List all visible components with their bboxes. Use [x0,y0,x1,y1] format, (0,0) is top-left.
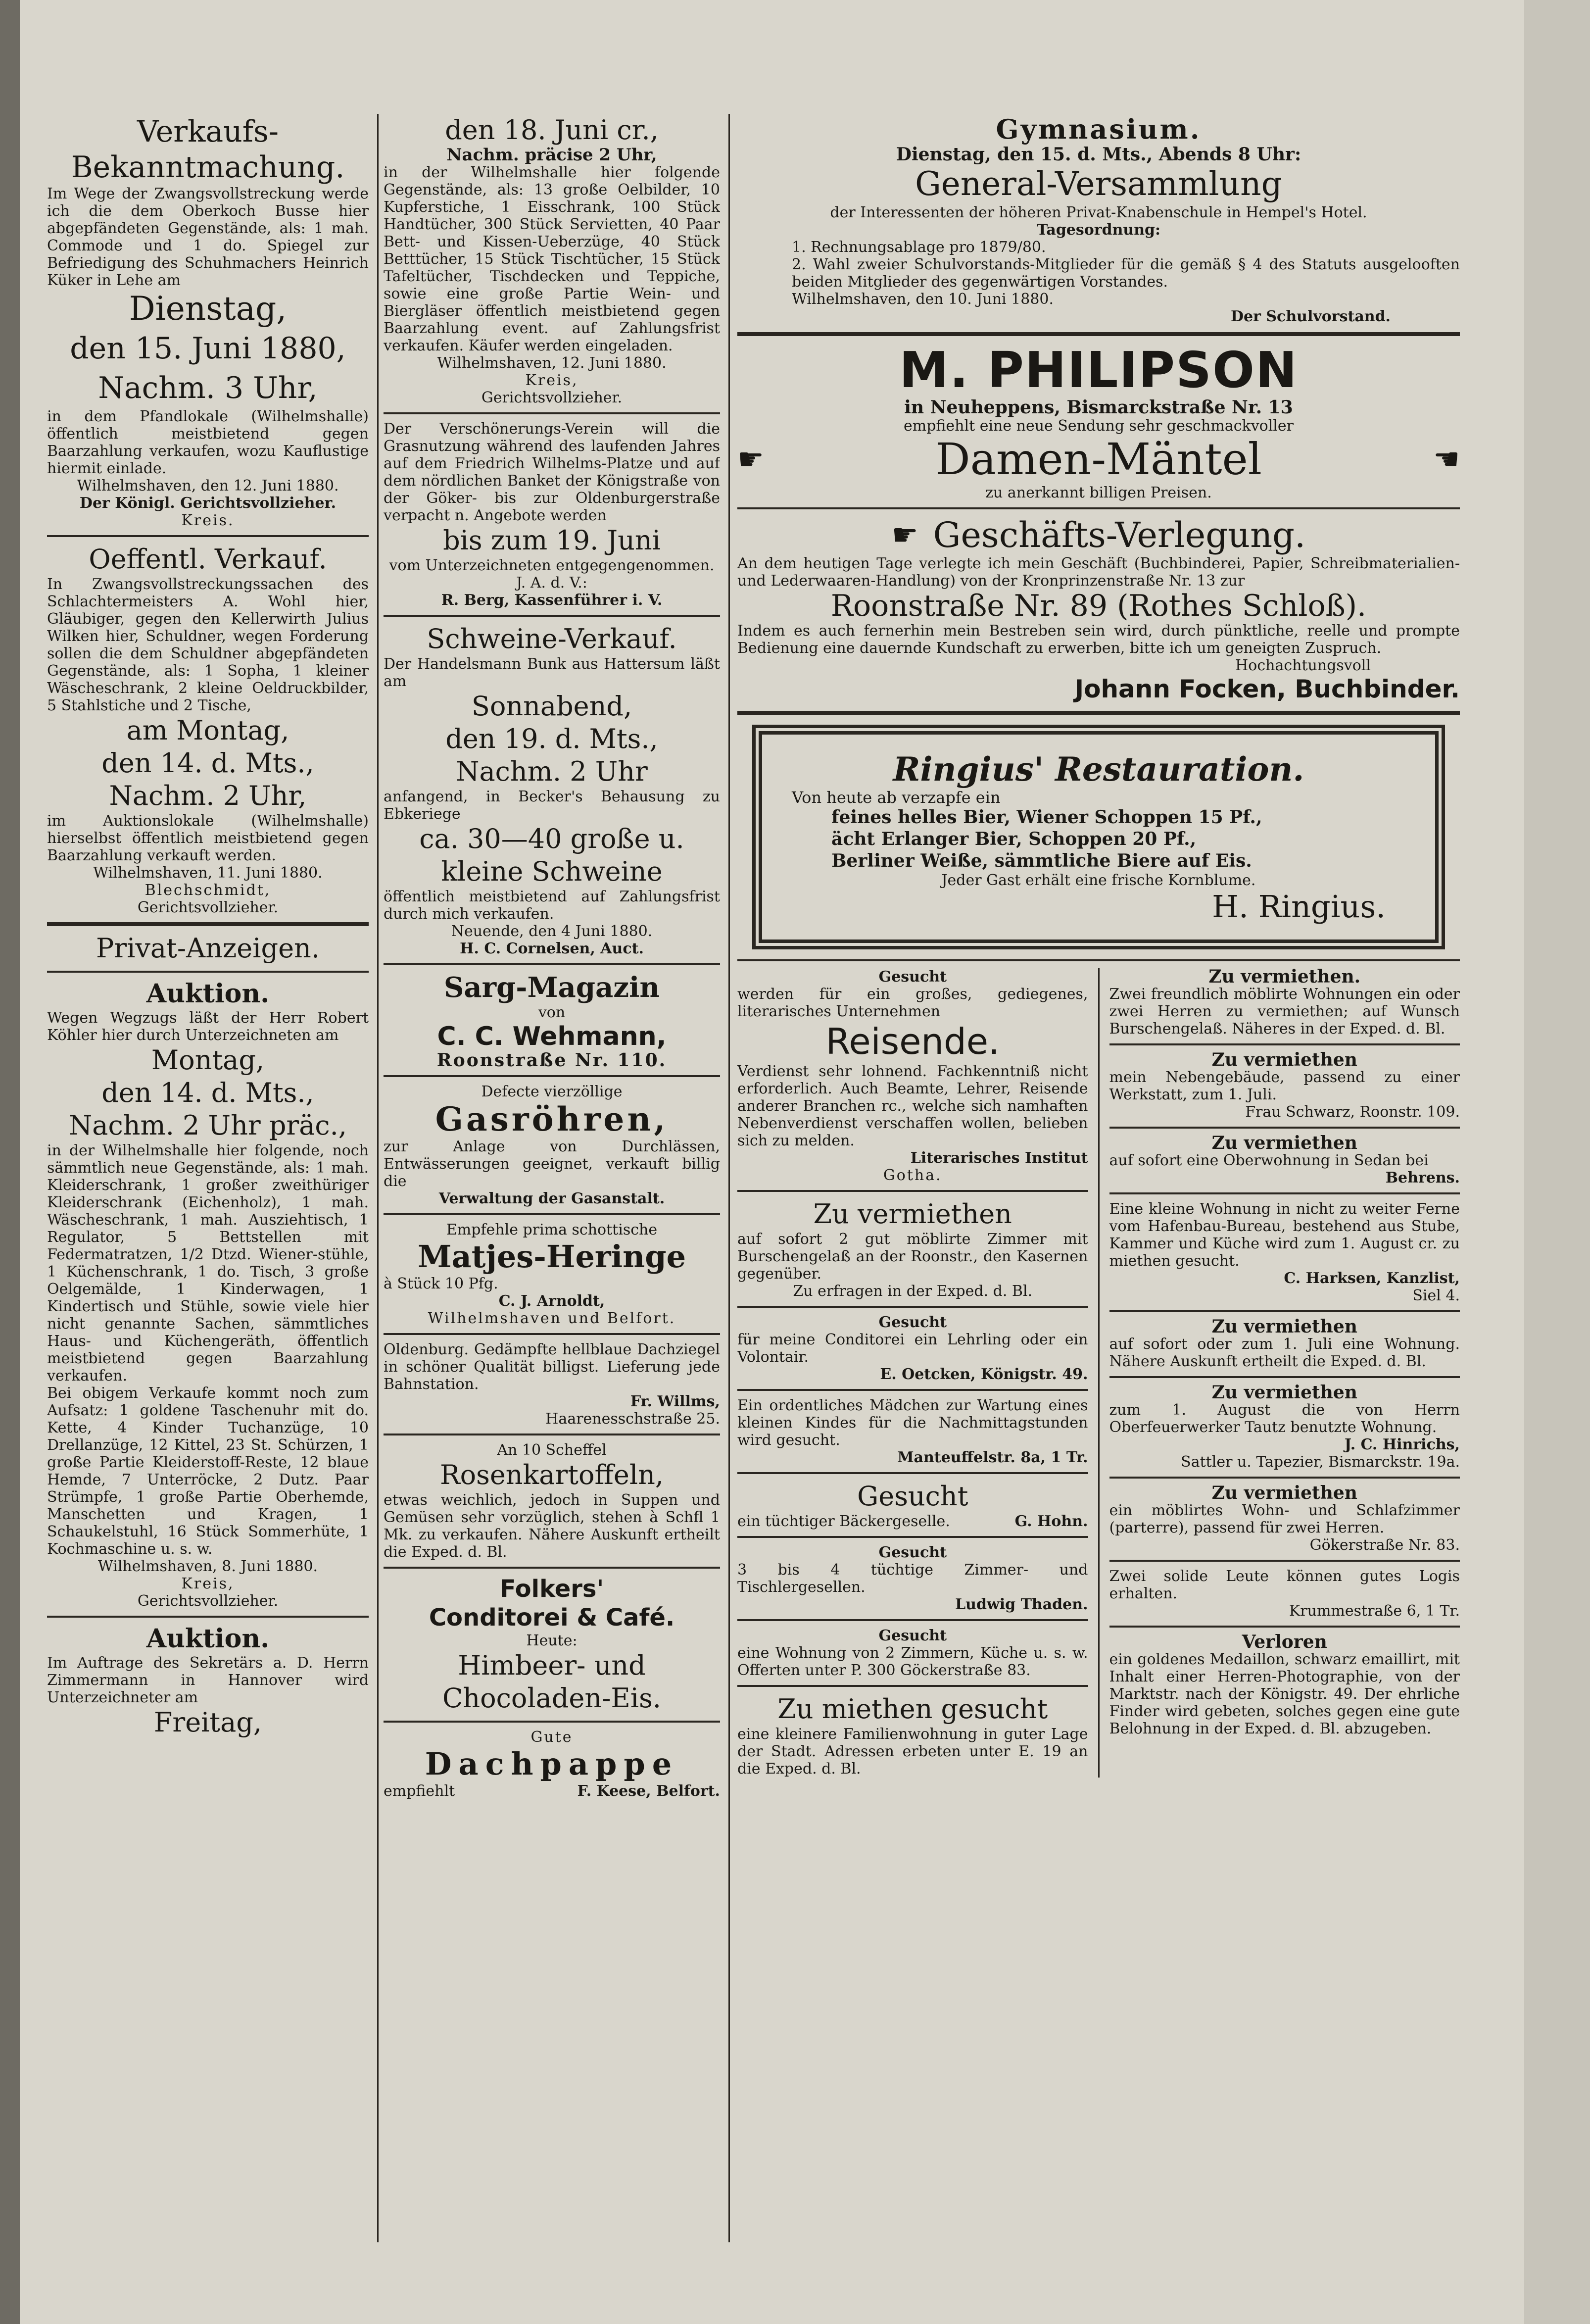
ad-body: Zwei freundlich möblirte Wohnungen ein oder zwei Herren zu vermiethen; auf Wunsch Burschengelaß. Näheres in der Exped. d. Bl. [1109,986,1460,1038]
ad-sarg-magazin [384,963,720,1069]
ad-time: Nachm. 3 Uhr, [98,371,318,405]
ad-address: in Neuheppens, Bismarckstraße Nr. 13 [904,397,1293,418]
ad-verkaufs-bekanntmachung [47,114,369,529]
ad-gymnasium [737,114,1460,325]
small-ads-left [737,968,1100,1778]
ad-highlight-row [737,435,1460,484]
ad-footer: zu anerkannt billigen Preisen. [985,484,1212,501]
ad-oeffentl-verkauf [47,535,369,916]
ad-signature: Verwaltung der Gasanstalt. [438,1190,665,1207]
ad-pre: Empfehle prima schottische [446,1221,658,1238]
ad-body: Wegen Wegzugs läßt der Herr Robert Köhler hier durch Unterzeichneten am [47,1009,369,1044]
ad-r9 [1109,1626,1460,1737]
ad-body: eine kleinere Familienwohnung in guter Lage der Stadt. Adressen erbeten unter E. 19 an die Exped. d. Bl. [737,1726,1088,1778]
right-margin [1524,0,1590,2324]
ad-title: Oeffentl. Verkauf. [89,544,327,575]
ad-gesucht-baecker [737,1472,1088,1530]
ad-signature: E. Oetcken, Königstr. 49. [880,1366,1088,1383]
ad-greeting: Hochachtungsvoll [1235,657,1371,674]
ad-name: Kreis. [181,512,235,529]
ad-title: Auktion. [146,1624,270,1654]
ad-body: anfangend, in Becker's Behausung zu Ebkeriege [384,788,720,823]
ad-title: Gesucht [878,1627,947,1644]
ad-title: Verkaufs-Bekanntmachung. [71,114,345,185]
pointing-hand-right-icon: ☛ [737,442,764,477]
ad-date: den 14. d. Mts., [101,1077,314,1108]
ad-signature: Der Schulvorstand. [1231,308,1391,325]
ad-geschaefts-verlegung [737,507,1460,704]
ad-address: Haarenesschstraße 25. [545,1410,720,1428]
ad-title: Zu vermiethen [1211,1382,1357,1403]
ad-body: eine Wohnung von 2 Zimmern, Küche u. s. w. Offerten unter P. 300 Göckerstraße 83. [737,1644,1088,1679]
ad-verschoenerungs-verein [384,412,720,609]
ad-r3 [1109,1127,1460,1187]
ad-title: Verloren [1242,1632,1327,1652]
ad-title: Gasröhren, [435,1100,669,1138]
ad-zu-vermiethen [737,1190,1088,1300]
ad-highlight: Roonstraße Nr. 89 (Rothes Schloß). [830,589,1367,623]
ad-r5 [1109,1310,1460,1370]
ad-body: Bei obigem Verkaufe kommt noch zum Aufsatz: 1 goldene Taschenuhr mit do. Kette, 4 Kinder Tuchanzüge, 10 Drellanzüge, 12 Kittel, 23 St. Schürzen, 1 große Partie Kleiderstoff-Reste, 12 blaue Hemde, 7 Unterröcke, 2 Dutz. Paar Strümpfe, 1 große Partie Oberhemde, Manschetten und Kragen, 1 Schaukelstuhl, 16 Stück Sommerhüte, 1 Kochmaschine u. s. w. [47,1385,369,1558]
ad-body: zur Anlage von Durchlässen, Entwässerungen geeignet, verkauft billig die [384,1138,720,1190]
ad-philipson [737,343,1460,501]
small-ads-right [1100,968,1460,1778]
ad-body: empfiehlt eine neue Sendung sehr geschmackvoller [904,417,1294,435]
ad-signature: Frau Schwarz, Roonstr. 109. [1245,1103,1460,1121]
ad-body: mein Nebengebäude, passend zu einer Werkstatt, zum 1. Juli. [1109,1069,1460,1103]
ad-title: Zu vermiethen. [1208,966,1361,987]
ad-gasroehren [384,1075,720,1207]
ad-date: Sonnabend, [471,691,632,722]
ad-signature: Ludwig Thaden. [955,1596,1088,1613]
ad-signature: Gökerstraße Nr. 83. [1309,1536,1460,1554]
ad-title: Geschäfts-Verlegung. [933,515,1306,555]
ad-pre: Defecte vierzöllige [481,1083,623,1100]
ad-body: für meine Conditorei ein Lehrling oder ein Volontair. [737,1331,1088,1366]
ad-name: Kreis, [525,372,578,389]
ad-body: Der Handelsmann Bunk aus Hattersum läßt am [384,655,720,690]
ad-body: in der Wilhelmshalle hier folgende Gegenstände, als: 13 große Oelbilder, 10 Kupferstiche, 1 Eisschrank, 100 Stück Handtücher, 300 Stück Servietten, 40 Paar Bett- und Kissen-Ueberzüge, 40 Stück Betttücher, 15 Stück Tischtücher, 15 Stück Tafeltücher, Tischdecken und Teppiche, sowie eine große Partie Wein- und Biergläser öffentlich meistbietend gegen Baarzahlung event. auf Zahlungsfrist verkaufen. Käufer werden eingeladen. [384,164,720,354]
column-rule-1 [377,114,379,2242]
ad-time: Nachm. präcise 2 Uhr, [446,145,657,165]
ad-rosenkartoffeln [384,1434,720,1561]
ad-body: Zwei solide Leute können gutes Logis erhalten. [1109,1568,1460,1602]
ad-highlight: Reisende. [825,1021,1000,1062]
ad-signature: Der Königl. Gerichtsvollzieher. [79,494,337,512]
ad-title: Dachpappe [425,1746,679,1782]
ad-name: C. C. Wehmann, [437,1022,667,1051]
ad-body: Berliner Weiße, sämmtliche Biere auf Eis. [831,850,1252,871]
ad-r7 [1109,1477,1460,1554]
ad-footer: Zu erfragen in der Exped. d. Bl. [793,1283,1033,1300]
ad-r8 [1109,1560,1460,1620]
ad-body: auf sofort 2 gut möblirte Zimmer mit Burschengelaß an der Roonstr., den Kasernen gegenüber. [737,1231,1088,1283]
ad-highlight: Damen-Mäntel [935,434,1262,485]
ad-body: im Auktionslokale (Wilhelmshalle) hierselbst öffentlich meistbietend gegen Baarzahlung verkauft werden. [47,812,369,864]
ad-highlight: Himbeer- und [458,1650,646,1681]
ad-gesucht-wohnung [737,1619,1088,1679]
ad-body: Ein ordentliches Mädchen zur Wartung eines kleinen Kindes für die Nachmittagstunden wird gesucht. [737,1397,1088,1449]
ad-agenda-item: 2. Wahl zweier Schulvorstands-Mitglieder für die gemäß § 4 des Statuts ausgelooften beiden Mitglieder des gegenwärtigen Vorstandes. [792,256,1460,291]
ad-address: Roonstraße Nr. 110. [436,1050,667,1071]
ad-place: Wilhelmshaven, 11. Juni 1880. [93,864,323,882]
ad-date: Freitag, [153,1707,262,1738]
ad-folkers-conditorei [384,1567,720,1715]
ad-signature: Gerichtsvollzieher. [137,899,279,916]
ad-date: am Montag, [126,715,289,746]
ad-pre: Gute [530,1729,573,1746]
ad-place: Neuende, den 4 Juni 1880. [451,923,653,940]
ad-place: Wilhelmshaven, den 12. Juni 1880. [77,477,339,494]
ad-footer [384,1782,720,1800]
section-header [47,922,369,965]
ad-title: Matjes-Heringe [417,1238,686,1275]
ad-title: Gymnasium. [996,114,1202,145]
ad-body: auf sofort oder zum 1. Juli eine Wohnung. Nähere Auskunft ertheilt die Exped. d. Bl. [1109,1335,1460,1370]
ad-date: den 14. d. Mts., [101,747,314,779]
ad-body: Jeder Gast erhält eine frische Kornblume. [941,872,1256,889]
ad-place: Wilhelmshaven, den 10. Juni 1880. [792,291,1054,308]
ad-zu-miethen-gesucht [737,1685,1088,1778]
pointing-hand-right-icon: ☛ [891,518,918,552]
ad-date: bis zum 19. Juni [443,525,661,556]
ad-title: Gesucht [878,968,947,986]
ad-title: Zu vermiethen [1211,1483,1357,1503]
ad-time: Nachm. 2 Uhr [456,756,648,787]
ad-title: Folkers' [499,1575,604,1603]
ad-name: Kreis, [181,1575,235,1592]
ad-body: öffentlich meistbietend auf Zahlungsfrist durch mich verkaufen. [384,888,720,923]
column-1 [47,114,369,1739]
ad-title: Schweine-Verkauf. [427,623,677,654]
ad-ringius-restauration [752,725,1445,949]
ad-title: Sarg-Magazin [443,971,660,1004]
ad-body: empfiehlt [384,1782,455,1800]
ad-pre: An 10 Scheffel [497,1441,607,1459]
column-rule-2 [728,114,730,2242]
ad-body: in dem Pfandlokale (Wilhelmshalle) öffentlich meistbietend gegen Baarzahlung verkaufen, wozu Kauflustige hiermit einlade. [47,408,369,477]
ad-address: Wilhelmshaven und Belfort. [428,1310,676,1327]
ad-r1 [1109,968,1460,1038]
small-ads [737,968,1460,1778]
ad-date: Dienstag, [129,290,287,328]
ad-subtitle: Dienstag, den 15. d. Mts., Abends 8 Uhr: [896,144,1301,165]
ad-body: vom Unterzeichneten entgegengenommen. [389,557,715,574]
ad-body: In Zwangsvollstreckungssachen des Schlachtermeisters A. Wohl hier, Gläubiger, gegen den Kellerwirth Julius Wilken hier, Schuldner, wegen Forderung sollen die dem Schuldner abgepfändeten Gegenstände, als: 1 Sopha, 1 kleiner Wäscheschrank, 2 kleine Oeldruckbilder, 5 Stahlstiche und 2 Tische, [47,576,369,714]
ad-signature: Gerichtsvollzieher. [481,389,623,406]
ad-r2 [1109,1043,1460,1121]
ad-title: Conditorei & Café. [429,1604,675,1632]
ad-body: Im Auftrage des Sekretärs a. D. Herrn Zimmermann in Hannover wird Unterzeichneter am [47,1654,369,1706]
ad-place: Wilhelmshaven, 8. Juni 1880. [97,1558,318,1575]
ad-body: ein tüchtiger Bäckergeselle. [737,1513,950,1530]
ad-title: Zu vermiethen [1211,1133,1357,1153]
ad-agenda-item: 1. Rechnungsablage pro 1879/80. [792,239,1046,256]
divider [737,332,1460,336]
ad-signature: C. Harksen, Kanzlist, [1284,1270,1460,1287]
ad-signature: Siel 4. [1412,1287,1460,1304]
ad-title: Gesucht [878,1544,947,1561]
ad-date: Montag, [151,1044,265,1076]
ad-title: Ringius' Restauration. [893,750,1304,789]
ad-title: Zu miethen gesucht [777,1693,1048,1725]
ad-matjes-heringe [384,1213,720,1327]
ad-name: C. J. Arnoldt, [498,1292,605,1310]
ad-title: Zu vermiethen [1211,1316,1357,1337]
ad-title: Zu vermiethen [1211,1049,1357,1070]
ad-body: ein goldenes Medaillon, schwarz emaillirt, mit Inhalt einer Herren-Photographie, von der Marktstr. nach der Königstr. 49. Der ehrliche Finder wird gebeten, solches gegen eine gute Belohnung in der Exped. d. Bl. abzugeben. [1109,1651,1460,1737]
ad-body: Eine kleine Wohnung in nicht zu weiter Ferne vom Hafenbau-Bureau, bestehend aus Stube, Kammer und Küche wird zum 1. August cr. zu miethen gesucht. [1109,1200,1460,1270]
ad-r6 [1109,1376,1460,1471]
ad-body: feines helles Bier, Wiener Schoppen 15 Pf., [831,807,1262,828]
ad-time: Nachm. 2 Uhr präc., [69,1110,347,1141]
ad-time: Nachm. 2 Uhr, [109,780,307,811]
divider [737,711,1460,715]
ad-body: Im Wege der Zwangsvollstreckung werde ich die dem Oberkoch Busse hier abgepfändeten Gegenstände, als: 1 mah. Commode und 1 do. Spiegel zur Befriedigung des Schuhmachers Heinrich Küker in Lehe am [47,185,369,289]
ad-dachpappe [384,1721,720,1800]
ad-heute: Heute: [526,1632,578,1649]
ad-body: à Stück 10 Pfg. [384,1275,498,1292]
ad-body: ein möblirtes Wohn- und Schlafzimmer (parterre), passend für zwei Herren. [1109,1502,1460,1536]
ad-name: F. Keese, Belfort. [577,1782,720,1800]
ad-signature: G. Hohn. [1014,1513,1088,1530]
ad-title: Auktion. [146,979,270,1009]
ad-highlight: General-Versammlung [915,165,1282,203]
ad-body: in der Wilhelmshalle hier folgende, noch sämmtlich neue Gegenstände, als: 1 mah. Kleiderschrank, 1 großer zweithüriger Kleiderschrank (Eichenholz), 1 mah. Wäscheschrank, 1 mah. Ausziehtisch, 1 Regulator, 5 Bettstellen mit Federmatratzen, 1/2 Dtzd. Wiener-stühle, 1 Küchenschrank, 1 do. Tisch, 3 große Oelgemälde, 1 Kinderwagen, 1 Kindertisch und Stühle, sowie viele hier nicht genannte Sachen, sämmtliches Haus- und Küchengeräth, öffentlich meistbietend gegen Baarzahlung verkaufen. [47,1142,369,1385]
ad-signature: H. Ringius. [1212,889,1386,925]
ad-title: Gesucht [857,1481,968,1512]
ad-gesucht-reisende [737,968,1088,1184]
ad-body: der Interessenten der höheren Privat-Knabenschule in Hempel's Hotel. [830,204,1367,221]
ad-signature: Johann Focken, Buchbinder. [1074,675,1460,703]
ad-body: zum 1. August die von Herrn Oberfeuerwerker Tautz benutzte Wohnung. [1109,1401,1460,1436]
ad-signature: Manteuffelstr. 8a, 1 Tr. [897,1449,1088,1466]
ad-date: den 15. Juni 1880, [70,331,346,366]
ad-body: ächt Erlanger Bier, Schoppen 20 Pf., [831,829,1197,849]
ad-gesucht-gesellen [737,1536,1088,1613]
ad-name: Blechschmidt, [145,882,271,899]
ad-auktion-1 [47,971,369,1610]
ad-place: Gotha. [883,1167,942,1184]
ad-body: auf sofort eine Oberwohnung in Sedan bei [1109,1152,1429,1169]
ad-body: Indem es auch fernerhin mein Bestreben sein wird, durch pünktliche, reelle und prompte Bedienung eine dauernde Kundschaft zu erwerben, bitte ich um geneigten Zuspruch. [737,622,1460,657]
ad-agenda-title: Tagesordnung: [1036,221,1161,239]
ad-schweine-verkauf [384,615,720,957]
previous-page-edge [0,0,20,2324]
ad-maedchen [737,1389,1088,1466]
ad-signature: Sattler u. Tapezier, Bismarckstr. 19a. [1181,1453,1460,1471]
ad-gesucht-lehrling [737,1306,1088,1383]
ad-signature: J. C. Hinrichs, [1344,1436,1460,1453]
ad-body: Der Verschönerungs-Verein will die Grasnutzung während des laufenden Jahres auf dem Friedrich Wilhelms-Platze und auf dem nördlichen Banket der Königstraße von der Göker- bis zur Oldenburgerstraße verpacht n. Angebote werden [384,420,720,524]
ad-signature: Behrens. [1385,1169,1460,1187]
ad-signature: Literarisches Institut [910,1149,1088,1167]
ad-body: werden für ein großes, gediegenes, literarisches Unternehmen [737,986,1088,1020]
ad-auktion-2 [47,1616,369,1739]
ad-auction-continued [384,114,720,406]
divider [737,959,1460,961]
ad-highlight: Chocoladen-Eis. [442,1682,661,1714]
ad-highlight: ca. 30—40 große u. kleine Schweine [419,823,684,887]
section-title: Privat-Anzeigen. [96,933,320,964]
ad-title: Rosenkartoffeln, [439,1459,664,1490]
ad-name: Fr. Willms, [630,1393,720,1410]
ad-von: von [538,1004,566,1021]
ad-date: den 19. d. Mts., [445,723,658,754]
ad-body: etwas weichlich, jedoch in Suppen und Gemüsen sehr vorzüglich, stehen à Schfl 1 Mk. zu verkaufen. Nähere Auskunft ertheilt die Exped. d. Bl. [384,1491,720,1561]
ad-body: An dem heutigen Tage verlegte ich mein Geschäft (Buchbinderei, Papier, Schreibmaterialien- und Lederwaaren-Handlung) von der Kronprinzenstraße Nr. 13 zur [737,555,1460,590]
column-3 [737,114,1460,1778]
ad-date: den 18. Juni cr., [445,114,659,146]
ad-body: 3 bis 4 tüchtige Zimmer- und Tischlergesellen. [737,1561,1088,1596]
ad-body: Oldenburg. Gedämpfte hellblaue Dachziegel in schöner Qualität billigst. Lieferung jede Bahnstation. [384,1341,720,1393]
ad-body: Von heute ab verzapfe ein [792,788,1001,807]
ad-signature: Krummestraße 6, 1 Tr. [1289,1602,1460,1620]
ad-name: M. PHILIPSON [899,341,1298,399]
ad-dachziegel [384,1333,720,1428]
ad-title: Zu vermiethen [813,1198,1012,1230]
ad-r4 [1109,1192,1460,1304]
ad-place: Wilhelmshaven, 12. Juni 1880. [437,354,667,372]
ad-signature: J. A. d. V.: [516,574,587,592]
ad-signature: H. C. Cornelsen, Auct. [460,940,644,957]
pointing-hand-left-icon: ☚ [1433,442,1460,477]
ad-title-row [737,515,1460,555]
ad-signature: Gerichtsvollzieher. [137,1592,279,1610]
ad-body: Verdienst sehr lohnend. Fachkenntniß nicht erforderlich. Auch Beamte, Lehrer, Reisende anderer Branchen rc., welche sich namhaften Nebenverdienst verschaffen wollen, belieben sich zu melden. [737,1063,1088,1149]
ad-signature: R. Berg, Kassenführer i. V. [441,592,663,609]
ad-title: Gesucht [878,1314,947,1331]
ad-footer [737,1513,1088,1530]
column-2 [384,114,720,1800]
